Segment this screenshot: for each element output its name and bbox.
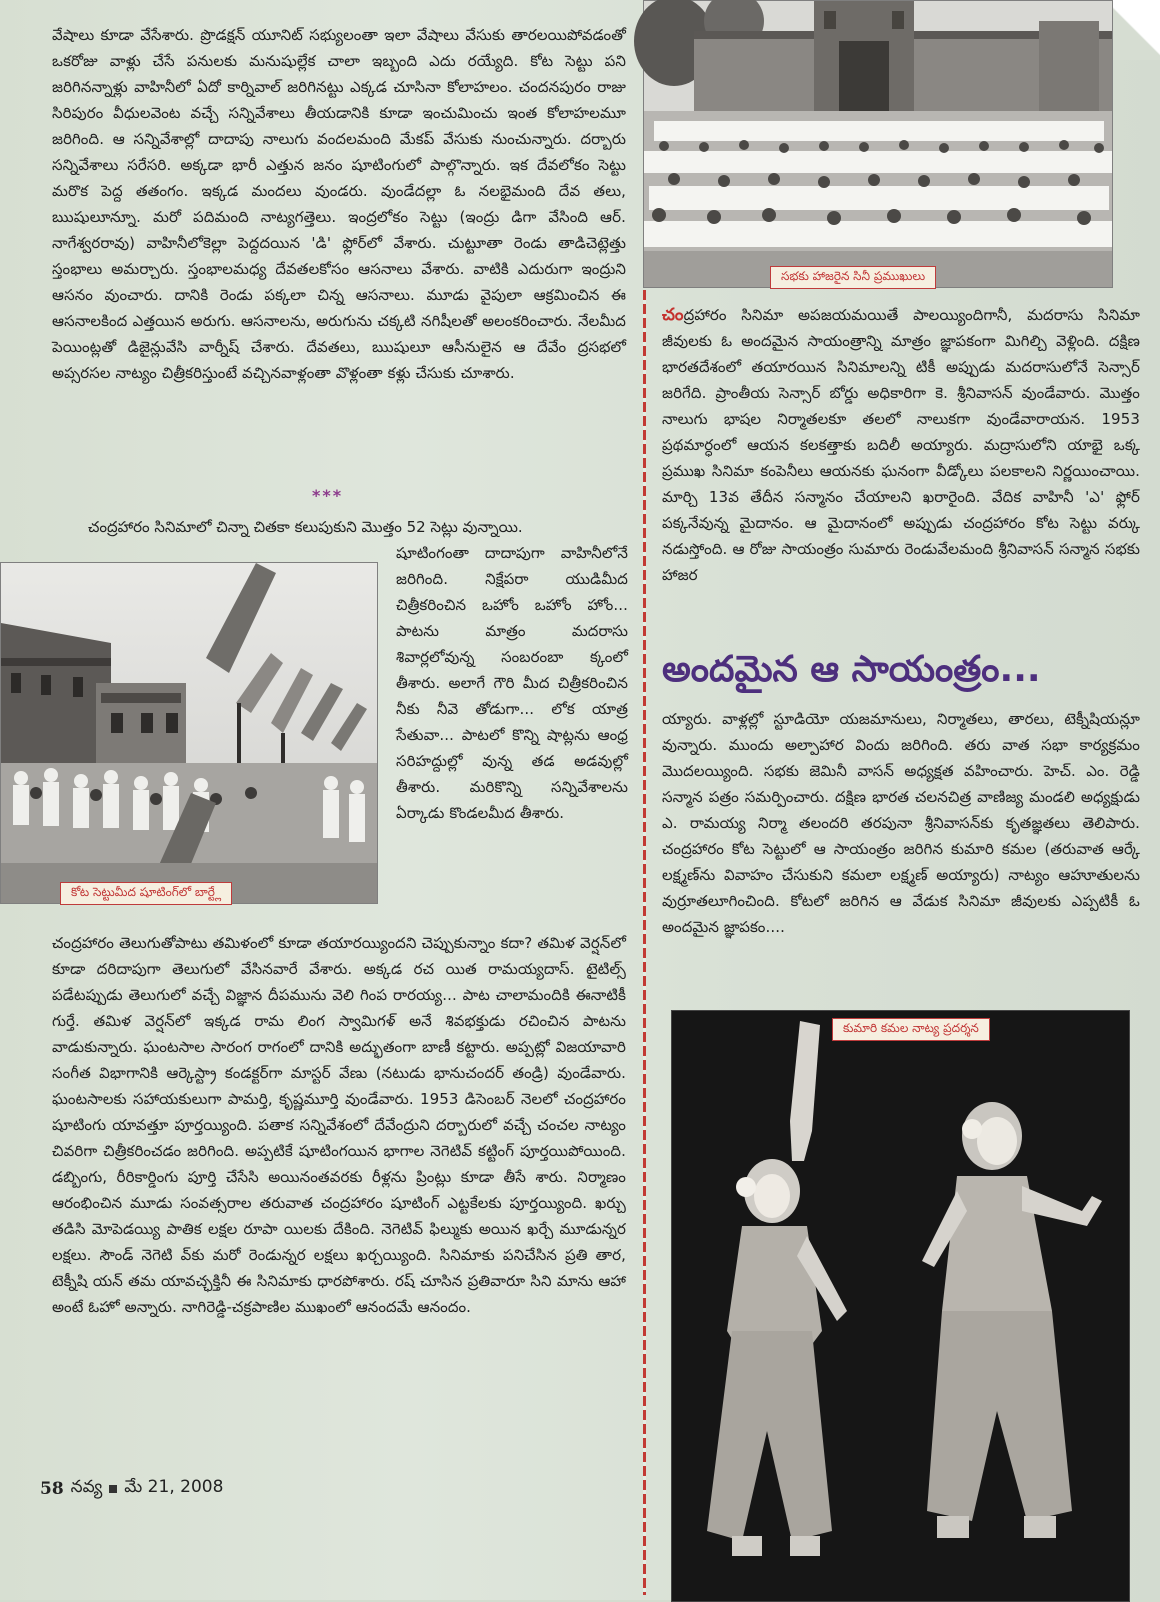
- crowd-photo: [643, 0, 1113, 288]
- right-top-paragraph: [662, 302, 1145, 638]
- sets-intro-line: చంద్రహారం సినిమాలో చిన్నా చితకా కలుపుకుని మొత్తం 52 సెట్లు వున్నాయి.: [88, 518, 523, 536]
- fort-photo-caption: కోట సెట్టుమీద షూటింగ్‌లో బార్ట్లే: [60, 882, 232, 905]
- wrap-paragraph: షూటింగంతా దాదాపుగా వాహినీలోనే జరిగింది. నిక్షేపరా యుడిమీద చిత్రీకరించిన ఒహోం ఒహోం హోం... పాటను మాత్రం మదరాసు శివార్లలోవున్న సంబరంబా క్కంలో తీశారు. అలాగే గౌరి మీద చిత్రీకరించిన నీకు నీవె తోడుగా... లోక యాత్ర సేతువా... పాటలో కొన్ని షాట్లను ఆంధ్ర సరిహద్దుల్లో వున్న తడ అడవుల్లో తీశారు. మరికొన్ని సన్నివేశాలను ఏర్కాడు కొండలమీద తీశారు.: [396, 544, 633, 822]
- issue-date: మే 21, 2008: [124, 1477, 224, 1497]
- right-top-body: ద్రహారం సినిమా అపజయమయితే పాలయ్యిందిగానీ, మదరాసు సినిమా జీవులకు ఓ అందమైన సాయంత్రాన్ని మాత్రం జ్ఞాపకంగా మిగిల్చి వెళ్లింది. దక్షిణ భారతదేశంలో తయారయిన సినిమాలన్ని టికీ అప్పుడు మదరాసులోనే సెన్సార్ జరిగేది. ప్రాంతీయ సెన్సార్ బోర్డు అధికారిగా కె. శ్రీనివాసన్ వుండేవారు. మొత్తం నాలుగు భాషల నిర్మాతలకూ తలలో నాలుకగా వుండేవారాయన. 1953 ప్రథమార్ధంలో ఆయన కలకత్తాకు బదిలీ అయ్యారు. మద్రాసులోని యాభై ఒక్క ప్రముఖ సినిమా కంపెనీలు ఆయనకు ఘనంగా వీడ్కోలు పలకాలని నిర్ణయించాయి. మార్చి 13వ తేదీన సన్మానం చేయాలని ఖరారైంది. వేదిక వాహినీ 'ఎ' ఫ్లోర్ పక్కనేవున్న మైదానం. ఆ మైదానంలో అప్పుడు చంద్రహారం కోట సెట్టు వర్కు నడుస్తోంది. ఆ రోజు సాయంత్రం సుమారు రెండువేలమంది శ్రీనివాసన్ సన్మాన సభకు హాజర: [662, 306, 1145, 584]
- page-number: 58: [40, 1479, 64, 1499]
- article-headline: అందమైన ఆ సాయంత్రం...: [662, 649, 1041, 690]
- page-curl: [1108, 0, 1160, 60]
- drop-cap: చం: [662, 305, 684, 325]
- left-bottom-paragraph: చంద్రహారం తెలుగుతోపాటు తమిళంలో కూడా తయారయ్యిందని చెప్పుకున్నాం కదా? తమిళ వెర్షన్‌లో కూడా దరిదాపుగా తెలుగులో వేసినవారే వేశారు. అక్కడ రచ యిత రామయ్యదాస్. టైటిల్స్ పడేటప్పుడు తెలుగులో వచ్చే విజ్ఞాన దీపమును వెలి గింప రారయ్య... పాట చాలామందికి ఈనాటికీ గుర్తే. తమిళ వెర్షన్‌లో ఇక్కడ రామ లింగ స్వామిగళ్ అనే శివభక్తుడు రచించిన పాటను వాడుకున్నారు. ఘంటసాల సారంగ రాగంలో దానికి అద్భుతంగా బాణీ కట్టారు. అప్పట్లో విజయావారి సంగీత విభాగానికి ఆర్కెస్ట్రా కండక్టర్‌గా మాస్టర్ వేణు (నటుడు భానుచందర్ తండ్రి) వుండేవారు. ఘంటసాలకు సహాయకులుగా పామర్తి, కృష్ణమూర్తి వుండేవారు. 1953 డిసెంబర్ నెలలో చంద్రహారం షూటింగు యావత్తూ పూర్తయ్యింది. పతాక సన్నివేశంలో దేవేంద్రుని దర్బారులో వచ్చే చంచల నాట్యం చివరిగా చిత్రీకరించడం జరిగింది. అప్పటికే షూటింగయిన భాగాల నెగెటివ్ కట్టింగ్ పూర్తయిపోయింది. డబ్బింగు, రీరికార్డింగు పూర్తి చేసేసి అయినంతవరకు రీళ్లను ప్రింట్లు కూడా తీసే శారు. నిర్మాణం ఆరంభించిన మూడు సంవత్సరాల తరువాత చంద్రహారం షూటింగ్ ఎట్టకేలకు పూర్తయ్యింది. ఖర్చు తడిసి మోపెడయ్యి పాతిక లక్షల రూపా యిలకు దేకింది. నెగెటివ్ ఫిల్ముకు అయిన ఖర్చే మూడున్నర లక్షలు. సౌండ్ నెగెటి వ్‌కు మరో రెండున్నర లక్షలు ఖర్చయ్యింది. సినిమాకు పనిచేసిన ప్రతి తార, టెక్నీషి యన్ తమ యావచ్ఛక్తినీ ఈ సినిమాకు ధారపోశారు. రష్ చూసిన ప్రతివారూ సిని మాను ఆహా అంటే ఓహో అన్నారు. నాగిరెడ్డి-చక్రపాణిల ముఖంలో ఆనందమే ఆనందం.: [52, 934, 631, 1316]
- dance-photo-caption: కుమారి కమల నాట్య ప్రదర్శన: [832, 1018, 990, 1041]
- dance-photo: [671, 1010, 1130, 1602]
- right-bottom-paragraph: య్యారు. వాళ్లల్లో స్టూడియో యజమానులు, నిర్మాతలు, తారలు, టెక్నీషియన్లూ వున్నారు. ముందు అల్పాహార విందు జరిగింది. తరు వాత సభా కార్యక్రమం మొదలయ్యింది. సభకు జెమినీ వాసన్ అధ్యక్షత వహించారు. హెచ్. ఎం. రెడ్డి సన్మాన పత్రం సమర్పించారు. దక్షిణ భారత చలనచిత్ర వాణిజ్య మండలి అధ్యక్షుడు ఎ. రామయ్య నిర్మా తలందరి తరపునా శ్రీనివాసన్‌కు కృతజ్ఞతలు తెలిపారు. చంద్రహారం కోట సెట్టులో ఆ సాయంత్రం జరిగిన కుమారి కమల (తరువాత ఆర్కే లక్ష్మణ్‌ను వివాహం చేసుకుని కమలా లక్ష్మణ్ అయ్యారు) నాట్యం ఆహూతులను వుర్రూతలూగించింది. కోటలో జరిగిన ఆ వేడుక సినిమా జీవులకు ఎప్పటికీ ఓ అందమైన జ్ఞాపకం....: [662, 710, 1145, 936]
- fort-set-photo: [0, 562, 378, 904]
- column-divider: [643, 290, 646, 1595]
- footer-separator-icon: [109, 1485, 117, 1493]
- magazine-name: నవ్య: [70, 1477, 103, 1497]
- page-footer: [40, 1477, 223, 1501]
- crowd-photo-caption: సభకు హాజరైన సినీ ప్రముఖులు: [770, 266, 936, 289]
- section-separator: ***: [312, 486, 344, 505]
- left-top-paragraph: వేషాలు కూడా వేసేశారు. ప్రొడక్షన్ యూనిట్ సభ్యులంతా ఇలా వేషాలు వేసుకు తారలయిపోవడంతో ఒకరోజు వాళ్లు చేసే పనులకు మనుషుల్లేక చాలా ఇబ్బంది ఎదు రయ్యేది. కోట సెట్టు పని జరిగినన్నాళ్లు వాహినీలో ఏదో కార్నివాల్ జరిగినట్టు ఎక్కడ చూసినా కోలాహలం. చందనపురం రాజు సిరిపురం వీధులవెంట వచ్చే సన్నివేశాలు తీయడానికి కూడా ఇంచుమించు ఇంత కోలాహలమూ జరిగింది. ఆ సన్నివేశాల్లో దాదాపు నాలుగు వందలమంది మేకప్ వేసుకు నుంచున్నారు. దర్బారు సన్నివేశాలు సరేసరి. అక్కడా భారీ ఎత్తున జనం షూటింగులో పాల్గొన్నారు. ఇక దేవలోకం సెట్టు మరొక పెద్ద తతంగం. ఇక్కడ మందలు వుండరు. వుండేదల్లా ఓ నలభైమంది దేవ తలు, ఋషులూన్నూ. మరో పదిమంది నాట్యగత్తెలు. ఇంద్రలోకం సెట్టు (ఇంద్రు డిగా వేసింది ఆర్. నాగేశ్వరరావు) వాహినీలోకెల్లా పెద్దదయిన 'డి' ఫ్లోర్‌లో వేశారు. చుట్టూతా రెండు తాడిచెట్లెత్తు స్తంభాలు అమర్చారు. స్తంభాలమధ్య దేవతలకోసం ఆసనాలు వేశారు. వాటికి ఎదురుగా ఇంద్రుని ఆసనం వుంచారు. దానికి రెండు పక్కలా చిన్న ఆసనాలు. మూడు వైపులా ఆక్రమించిన ఈ ఆసనాలకింద ఎత్తయిన అరుగు. ఆసనాలను, అరుగును చక్కటి నగిషీలతో అలంకరించారు. నేలమీద పెయింట్లతో డిజైన్లువేసి వార్నీష్ చేశారు. దేవతలు, ఋషులూ ఆసీనులైన ఆ దేవేం ద్రసభలో అప్సరసల నాట్యం చిత్రీకరిస్తుంటే వచ్చినవాళ్లంతా వొళ్లంతా కళ్లు చేసుకు చూశారు.: [52, 26, 631, 382]
